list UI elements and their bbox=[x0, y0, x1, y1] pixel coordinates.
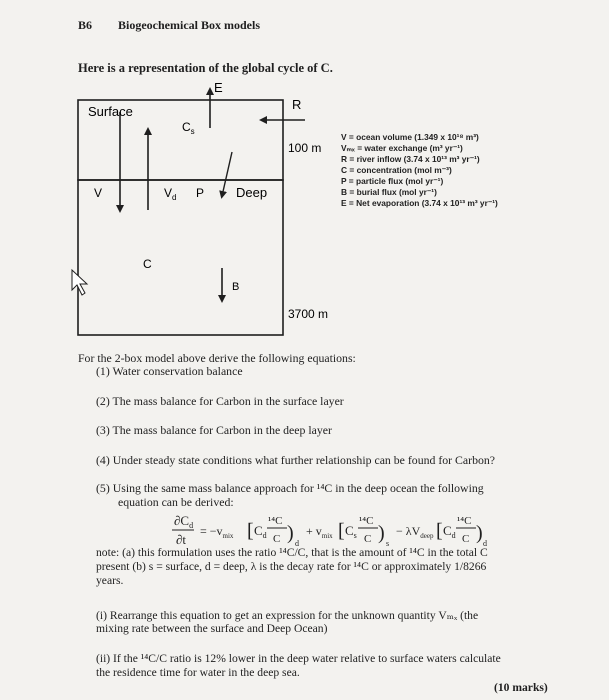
svg-text:¹⁴C: ¹⁴C bbox=[359, 515, 374, 527]
legend-line: B = burial flux (mol yr⁻¹) bbox=[341, 187, 437, 197]
svg-text:d: d bbox=[483, 539, 487, 548]
sub-question-i-cont: mixing rate between the surface and Deep Ocean) bbox=[96, 622, 328, 635]
svg-text:C: C bbox=[462, 533, 470, 545]
label-vd: $V_d$ bbox=[164, 186, 177, 202]
label-e: E bbox=[214, 80, 223, 95]
note-line: years. bbox=[96, 574, 124, 587]
question-4: (4) Under steady state conditions what further relationship can be found for Carbon? bbox=[96, 453, 496, 467]
sub-question-i: (i) Rearrange this equation to get an expression for the unknown quantity Vₘₓ (the bbox=[96, 609, 479, 622]
svg-text:Cd: $C_d$ bbox=[254, 523, 267, 540]
svg-text:∂Cd: $\partial C_d$ bbox=[174, 513, 194, 530]
label-p: P bbox=[196, 186, 205, 200]
legend-line: R = river inflow (3.74 x 10¹³ m³ yr⁻¹) bbox=[341, 154, 480, 164]
question-1: (1) Water conservation balance bbox=[96, 364, 243, 378]
legend-line: Vₘₓ = water exchange (m³ yr⁻¹) bbox=[341, 143, 463, 153]
svg-text:[: [ bbox=[247, 520, 254, 542]
question-2: (2) The mass balance for Carbon in the surface layer bbox=[96, 394, 344, 408]
svg-text:d: d bbox=[295, 539, 299, 548]
sub-question-ii: (ii) If the ¹⁴C/C ratio is 12% lower in the deep water relative to surface waters calculate bbox=[96, 652, 501, 665]
svg-text:): ) bbox=[476, 522, 483, 544]
intro-text: Here is a representation of the global cycle of C. bbox=[78, 61, 333, 75]
particle-flux-arrow bbox=[222, 152, 232, 196]
marks-label: (10 marks) bbox=[494, 681, 548, 694]
svg-text:[: [ bbox=[436, 520, 443, 542]
svg-text:∂t: ∂t bbox=[176, 532, 187, 547]
questions-lead: For the 2-box model above derive the following equations: bbox=[78, 351, 356, 365]
box-model-diagram bbox=[0, 0, 609, 340]
question-5-cont: equation can be derived: bbox=[118, 495, 234, 509]
svg-text:+ vmix: + $v_{mix}$ bbox=[306, 524, 333, 540]
note-line: note: (a) this formulation uses the ratio ¹⁴C/C, that is the amount of ¹⁴C in the total C bbox=[96, 546, 488, 559]
note-line: present (b) s = surface, d = deep, λ is the decay rate for ¹⁴C or approximately 1/8266 bbox=[96, 560, 487, 573]
label-c: C bbox=[143, 257, 152, 271]
svg-text:C: C bbox=[273, 533, 281, 545]
label-b: B bbox=[232, 281, 240, 293]
label-r: R bbox=[292, 97, 302, 112]
label-v: V bbox=[94, 186, 103, 200]
label-deep: Deep bbox=[236, 185, 268, 200]
svg-text:[: [ bbox=[338, 520, 345, 542]
svg-text:− λVdeep: − $\lambda V_{deep}$ bbox=[396, 524, 434, 540]
sub-question-ii-cont: the residence time for water in the deep sea. bbox=[96, 666, 300, 679]
section-title: Biogeochemical Box models bbox=[118, 18, 260, 32]
svg-text:Cs: $C_s$ bbox=[345, 523, 357, 540]
svg-text:¹⁴C: ¹⁴C bbox=[268, 515, 283, 527]
svg-text:C: C bbox=[364, 533, 372, 545]
label-100m: 100 m bbox=[288, 141, 322, 155]
legend-line: E = Net evaporation (3.74 x 10¹³ m³ yr⁻¹) bbox=[341, 198, 498, 208]
question-code: B6 bbox=[78, 18, 93, 32]
label-3700m: 3700 m bbox=[288, 307, 329, 321]
svg-text:Cd: $C_d$ bbox=[443, 523, 456, 540]
legend-line: C = concentration (mol m⁻³) bbox=[341, 165, 452, 175]
label-cs: $C_s$ bbox=[182, 120, 195, 136]
svg-text:): ) bbox=[378, 522, 385, 544]
svg-text:s: s bbox=[386, 539, 390, 548]
mouse-cursor-icon bbox=[72, 270, 87, 295]
deep-box bbox=[78, 180, 283, 335]
label-surface: Surface bbox=[88, 104, 133, 119]
legend-line: P = particle flux (mol yr⁻¹) bbox=[341, 176, 444, 186]
svg-text:= −vmix: = $-v_{mix}$ bbox=[200, 524, 234, 540]
svg-text:¹⁴C: ¹⁴C bbox=[457, 515, 472, 527]
question-3: (3) The mass balance for Carbon in the deep layer bbox=[96, 423, 332, 437]
svg-text:): ) bbox=[287, 522, 294, 544]
legend-line: V = ocean volume (1.349 x 10¹⁸ m³) bbox=[341, 132, 479, 142]
question-5: (5) Using the same mass balance approach for ¹⁴C in the deep ocean the following bbox=[96, 481, 484, 495]
